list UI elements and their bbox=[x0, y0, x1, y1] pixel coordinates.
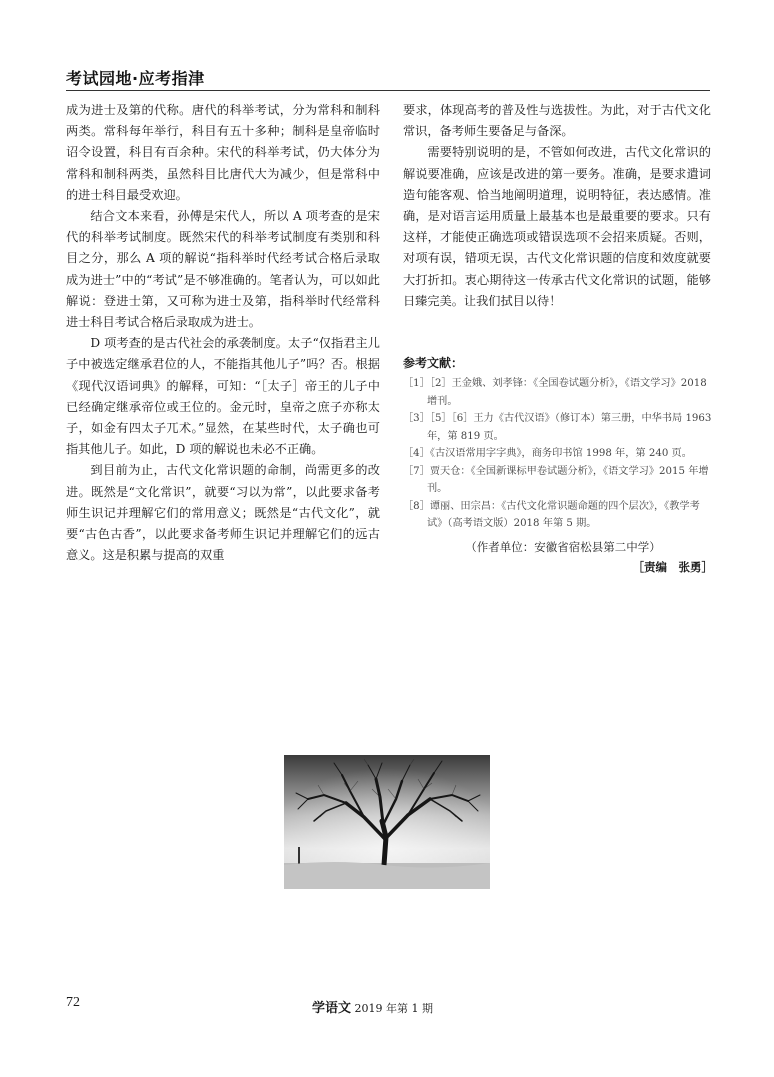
left-paragraph-4: 到目前为止，古代文化常识题的命制，尚需更多的改进。既然是“文化常识”，就要“习以为常”，以此要求备考师生识记并理解它们的常用意义；既然是“古代文化”，就要“古色古香”，以此要求备考师生识记并理解它们的远古意义。这是积累与提高的双重 bbox=[66, 463, 380, 563]
reference-item-1: ［1］［2］王金娥、刘孝锋：《全国卷试题分析》，《语文学习》2018 增刊。 bbox=[403, 378, 707, 407]
reference-item-3: ［4］《古汉语常用字字典》，商务印书馆 1998 年，第 240 页。 bbox=[403, 448, 692, 459]
references-title: 参考文献： bbox=[403, 356, 464, 370]
right-paragraph-2: 需要特别说明的是，不管如何改进，古代文化常识的解说要准确，应该是改进的第一要务。准确，是要求遣词造句能客观、恰当地阐明道理，说明特征，表达感情。准确，是对语言运用质量上最基本也是最重要的要求。只有这样，才能使正确选项或错误选项不会招来质疑。否则，对项有误，错项无误，古代文化常识题的信度和效度就要大打折扣。衷心期待这一传承古代文化常识的试题，能够日臻完美。让我们拭目以待！ bbox=[403, 145, 711, 308]
journal-footer bbox=[312, 997, 433, 1016]
journal-name: 学语文 bbox=[312, 1001, 352, 1016]
left-column bbox=[66, 100, 380, 566]
issue-info: 2019 年第 1 期 bbox=[354, 1002, 433, 1015]
tree-photo bbox=[284, 755, 490, 889]
right-paragraph-1: 要求，体现高考的普及性与选拔性。为此，对于古代文化常识，备考师生要备足与备深。 bbox=[403, 103, 711, 139]
header-rule bbox=[66, 90, 710, 91]
reference-item-4: ［7］贾天仓：《全国新课标甲卷试题分析》，《语文学习》2015 年增刊。 bbox=[403, 465, 709, 494]
right-column bbox=[403, 100, 711, 312]
section-header: 考试园地·应考指津 bbox=[66, 69, 205, 88]
left-paragraph-1: 成为进士及第的代称。唐代的科举考试，分为常科和制科两类。常科每年举行，科目有五十多种；制科是皇帝临时诏令设置，科目有百余种。宋代的科举考试，仍大体分为常科和制科两类，虽然科目比唐代大为减少，但是常科中的进士科目最受欢迎。 bbox=[66, 103, 380, 202]
editor-credit: ［责编 张勇］ bbox=[632, 559, 713, 574]
references-section bbox=[403, 354, 713, 575]
author-affiliation: （作者单位：安徽省宿松县第二中学） bbox=[465, 539, 661, 554]
reference-item-2: ［3］［5］［6］王力《古代汉语》（修订本）第三册，中华书局 1963 年，第 819 页。 bbox=[403, 413, 712, 442]
page-number: 72 bbox=[66, 995, 80, 1010]
left-paragraph-3: D 项考查的是古代社会的承袭制度。太子“仅指君主儿子中被选定继承君位的人，不能指其他儿子”吗？否。根据《现代汉语词典》的解释，可知：“［太子］帝王的儿子中已经确定继承帝位或王位的。金元时，皇帝之庶子亦称太子，如金有四太子兀术。”显然，在某些时代，太子确也可指其他儿子。如此，D 项的解说也未必不正确。 bbox=[66, 336, 380, 457]
reference-item-5: ［8］谭丽、田宗昌：《古代文化常识题命题的四个层次》，《教学考试》（高考语文版）2018 年第 5 期。 bbox=[403, 500, 700, 529]
left-paragraph-2: 结合文本来看，孙傅是宋代人，所以 A 项考查的是宋代的科举考试制度。既然宋代的科举考试制度有类别和科目之分，那么 A 项的解说“指科举时代经考试合格后录取成为进士”中的“考试”是不够准确的。笔者认为，可以如此解说：登进士第，又可称为进士及第，指科举时代经常科进士科目考试合格后录取成为进士。 bbox=[66, 209, 380, 330]
